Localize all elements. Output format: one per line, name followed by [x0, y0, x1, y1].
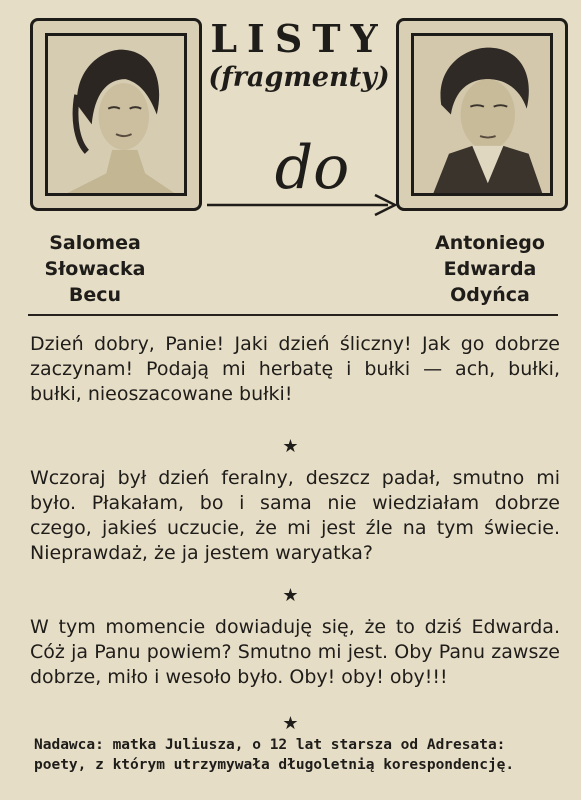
- portrait-frame-left: [30, 18, 202, 211]
- portrait-frame-right: [396, 18, 568, 211]
- header-divider: [28, 314, 558, 316]
- recipient-name-line: Edwarda: [443, 258, 537, 280]
- star-separator: ★: [282, 436, 299, 457]
- sender-name: [30, 230, 160, 308]
- letters-subtitle: (fragmenty): [208, 62, 390, 93]
- portrait-man-image: [411, 33, 553, 196]
- sender-name-line: Becu: [68, 284, 122, 306]
- sender-name-line: Słowacka: [44, 258, 146, 280]
- recipient-name: [415, 230, 565, 308]
- recipient-name-line: Odyńca: [450, 284, 530, 306]
- arrow-right-icon: [205, 190, 400, 220]
- star-separator: ★: [282, 713, 299, 734]
- connector-word: do: [274, 133, 350, 203]
- letters-title: LISTY: [210, 16, 388, 61]
- letter-paragraph: W tym momencie dowiaduję się, że to dziś Edwarda. Cóż ja Panu powiem? Smutno mi jest. Oby Panu zawsze dobrze, miło i wesoło było. Oby! oby! oby!!!: [30, 616, 560, 688]
- recipient-name-line: Antoniego: [435, 232, 545, 254]
- sender-name-line: Salomea: [49, 232, 141, 254]
- portrait-woman-image: [45, 33, 187, 196]
- star-separator: ★: [282, 585, 299, 606]
- letter-paragraph: Wczoraj był dzień feralny, deszcz padał, smutno mi było. Płakałam, bo i sama nie wiedziałam dobrze czego, jakieś uczucie, że mi jest źle na tym świecie. Nieprawdaż, że ja jestem waryatka?: [30, 467, 560, 564]
- sender-footnote: Nadawca: matka Juliusza, o 12 lat starsza od Adresata: poety, z którym utrzymywała długoletnią korespondencję.: [34, 737, 515, 773]
- letter-paragraph: Dzień dobry, Panie! Jaki dzień śliczny! Jak go dobrze zaczynam! Podają mi herbatę i bułki — ach, bułki, bułki, nieoszacowane bułki!: [30, 333, 560, 405]
